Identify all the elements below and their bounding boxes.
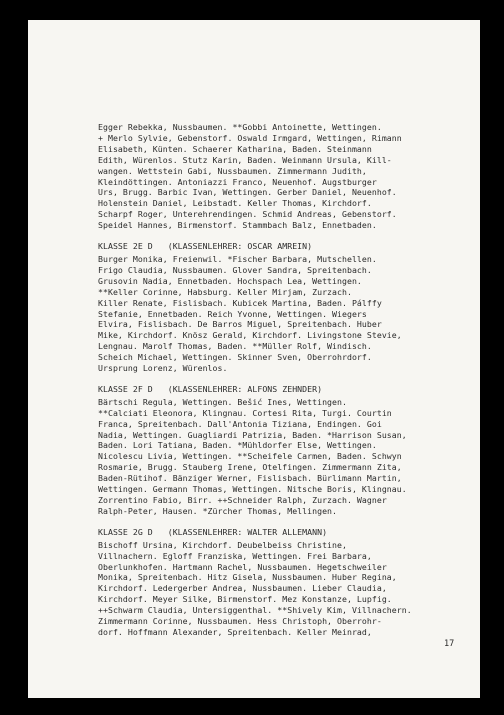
class-roster-2f: Bärtschi Regula, Wettingen. Bešić Ines, Wettingen. **Calciati Eleonora, Klingnau. Cortesi Rita, Turgi. Courtin Franca, Spreitenbach. Dall'Antonia Tiziana, Endingen. Goi Nadia, Wettingen. Guagliardi Patrizia, Baden. *Harrison Susan, Baden. Lori Tatiana, Baden. *Mühldorfer Else, Wettingen. Nicolescu Livia, Wettingen. **Scheifele Carmen, Baden. Schwyn Rosmarie, Brugg. Stauberg Irene, Otelfingen. Zimmermann Zita, Baden-Rütihof. Bänziger Werner, Fislisbach. Bürlimann Martin, Wettingen. Germann Thomas, Wettingen. Nitsche Boris, Klingnau. Zorrentino Fabio, Birr. ++Schneider Ralph, Zurzach. Wagner Ralph-Peter, Hausen. *Zürcher Thomas, Mellingen. [98, 396, 407, 516]
class-heading-2f: KLASSE 2F D (KLASSENLEHRER: ALFONS ZEHNDER) [98, 383, 323, 394]
class-heading-2g: KLASSE 2G D (KLASSENLEHRER: WALTER ALLEMANN) [98, 526, 328, 537]
document-page [28, 20, 480, 698]
class-list [98, 122, 448, 638]
class-heading-2e: KLASSE 2E D (KLASSENLEHRER: OSCAR AMREIN) [98, 241, 313, 252]
class-roster-2e: Burger Monika, Freienwil. *Fischer Barbara, Mutschellen. Frigo Claudia, Nussbaumen. Glover Sandra, Spreitenbach. Grusovin Nadia, Ennetbaden. Hochspach Lea, Wettingen. **Keller Corinne, Habsburg. Keller Mirjam, Zurzach. Killer Renate, Fislisbach. Kubicek Martina, Baden. Pálffy Stefanie, Ennetbaden. Reich Yvonne, Wettingen. Wiegers Elvira, Fislisbach. De Barros Miguel, Spreitenbach. Huber Mike, Kirchdorf. Knösz Gerald, Kirchdorf. Livingstone Stevie, Lengnau. Marolf Thomas, Baden. **Müller Rolf, Windisch. Scheich Michael, Wettingen. Skinner Sven, Oberrohrdorf. Ursprung Lorenz, Würenlos. [98, 253, 402, 374]
class-roster-2g: Bischoff Ursina, Kirchdorf. Deubelbeiss Christine, Villnachern. Egloff Franziska, Wettingen. Frei Barbara, Oberlunkhofen. Hartmann Rachel, Nussbaumen. Hegetschweiler Monika, Spreitenbach. Hitz Gisela, Nussbaumen. Huber Regina, Kirchdorf. Ledergerber Andrea, Nussbaumen. Lieber Claudia, Kirchdorf. Meyer Silke, Birmenstorf. Mez Konstanze, Lupfig. ++Schwarm Claudia, Untersiggenthal. **Shively Kim, Villnachern. Zimmermann Corinne, Nussbaumen. Hess Christoph, Oberrohr- dorf. Hoffmann Alexander, Spreitenbach. Keller Meinrad, [98, 539, 412, 637]
page-number: 17 [444, 639, 455, 649]
intro-paragraph: Egger Rebekka, Nussbaumen. **Gobbi Antoinette, Wettingen. + Merlo Sylvie, Gebenstorf. Oswald Irmgard, Wettingen, Rimann Elisabeth, Künten. Schaerer Katharina, Baden. Steinmann Edith, Würenlos. Stutz Karin, Baden. Weinmann Ursula, Kill- wangen. Wettstein Gabi, Nussbaumen. Zimmermann Judith, Kleindöttingen. Antoniazzi Franco, Neuenhof. Augstburger Urs, Brugg. Barbic Ivan, Wettingen. Gerber Daniel, Neuenhof. Holenstein Daniel, Leibstadt. Keller Thomas, Kirchdorf. Scharpf Roger, Unterehrendingen. Schmid Andreas, Gebenstorf. Speidel Hannes, Birmenstorf. Stammbach Balz, Ennetbaden. [98, 122, 402, 231]
